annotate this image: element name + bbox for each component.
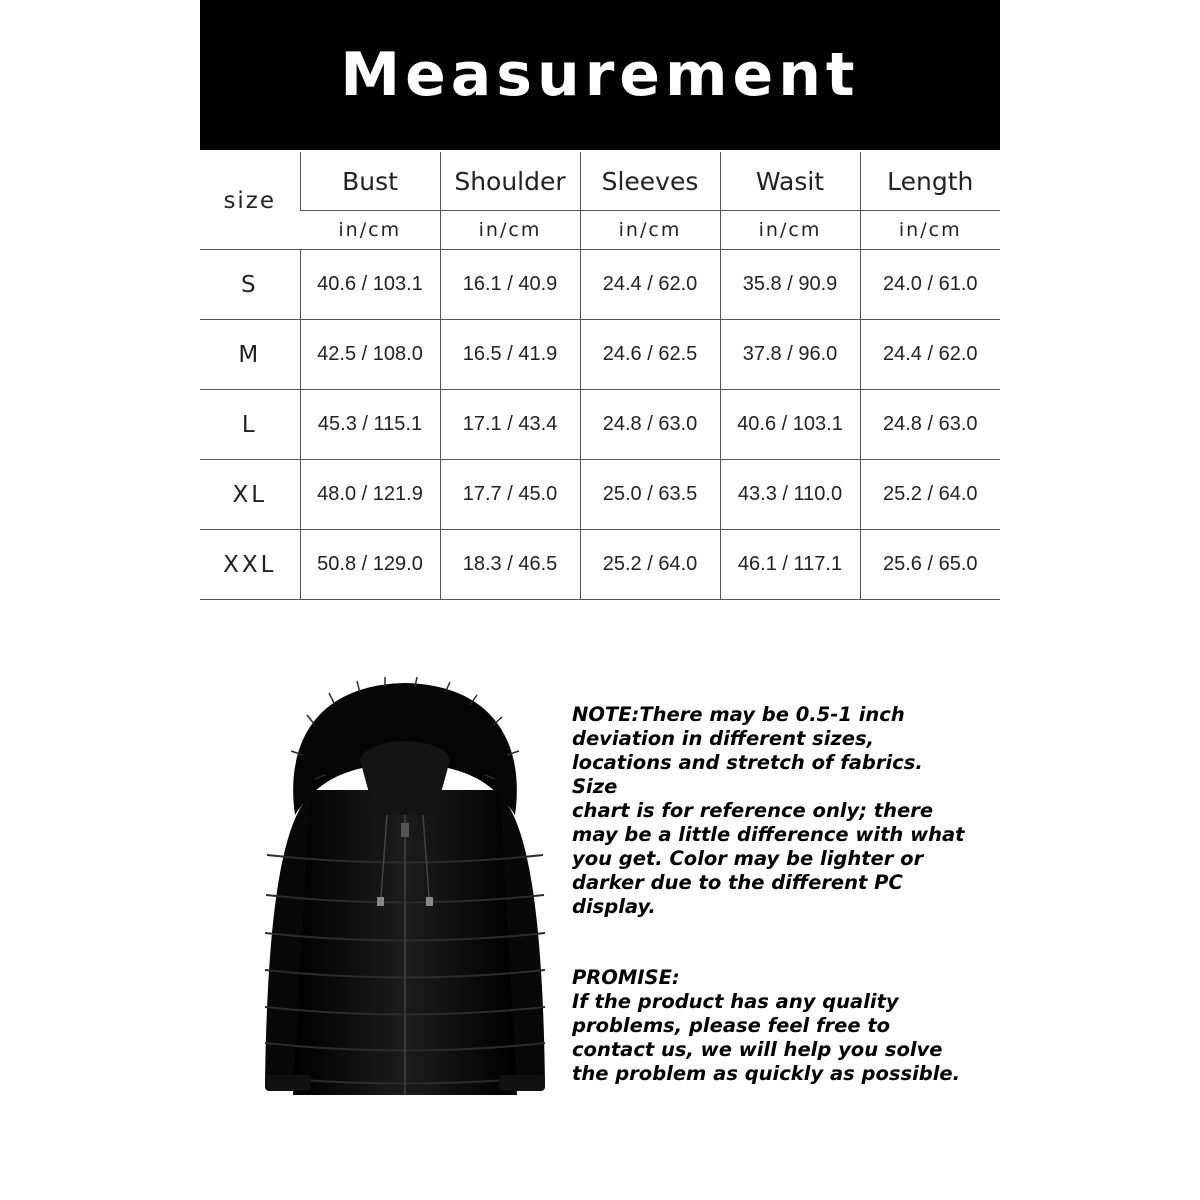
unit-label: in/cm — [440, 211, 580, 250]
table-cell: 16.5 / 41.9 — [440, 320, 580, 390]
table-row — [200, 250, 1000, 320]
note-line: darker due to the different PC — [572, 871, 903, 894]
note-line: you get. Color may be lighter or — [572, 847, 924, 870]
size-column-header: size — [200, 152, 300, 250]
table-cell: 25.2 / 64.0 — [860, 460, 1000, 530]
table-cell: 17.7 / 45.0 — [440, 460, 580, 530]
table-cell: 40.6 / 103.1 — [300, 250, 440, 320]
table-cell: 45.3 / 115.1 — [300, 390, 440, 460]
table-cell: 46.1 / 117.1 — [720, 530, 860, 600]
note-line: chart is for reference only; there — [572, 799, 934, 822]
table-row — [200, 460, 1000, 530]
column-header-bust: Bust — [300, 152, 440, 211]
page-title: Measurement — [340, 40, 860, 110]
table-cell: 50.8 / 129.0 — [300, 530, 440, 600]
promise-line: the problem as quickly as possible. — [572, 1062, 961, 1085]
header-row — [200, 152, 1000, 211]
table-cell: 18.3 / 46.5 — [440, 530, 580, 600]
promise-line: problems, please feel free to — [572, 1014, 891, 1037]
table-row — [200, 390, 1000, 460]
size-label: S — [200, 250, 300, 320]
unit-label: in/cm — [860, 211, 1000, 250]
table-cell: 42.5 / 108.0 — [300, 320, 440, 390]
jacket-product-image — [255, 665, 555, 1105]
size-label: M — [200, 320, 300, 390]
table-cell: 24.0 / 61.0 — [860, 250, 1000, 320]
unit-row — [200, 211, 1000, 250]
table-cell: 40.6 / 103.1 — [720, 390, 860, 460]
table-cell: 37.8 / 96.0 — [720, 320, 860, 390]
table-cell: 16.1 / 40.9 — [440, 250, 580, 320]
title-banner — [200, 0, 1000, 150]
table-cell: 24.8 / 63.0 — [860, 390, 1000, 460]
note-line: deviation in different sizes, — [572, 727, 874, 750]
table-cell: 24.4 / 62.0 — [580, 250, 720, 320]
note-line: may be a little difference with what — [572, 823, 965, 846]
column-header-sleeves: Sleeves — [580, 152, 720, 211]
notes-section — [572, 703, 972, 1085]
table-cell: 24.4 / 62.0 — [860, 320, 1000, 390]
table-cell: 43.3 / 110.0 — [720, 460, 860, 530]
column-header-length: Length — [860, 152, 1000, 211]
promise-text — [572, 966, 972, 1086]
promise-line: If the product has any quality — [572, 990, 899, 1013]
table-row — [200, 320, 1000, 390]
table-cell: 24.8 / 63.0 — [580, 390, 720, 460]
table-cell: 25.2 / 64.0 — [580, 530, 720, 600]
unit-label: in/cm — [720, 211, 860, 250]
table-cell: 24.6 / 62.5 — [580, 320, 720, 390]
table-cell: 48.0 / 121.9 — [300, 460, 440, 530]
promise-line: PROMISE: — [572, 966, 680, 989]
table-row — [200, 530, 1000, 600]
note-line: display. — [572, 895, 656, 918]
note-line: NOTE:There may be 0.5-1 inch — [572, 703, 905, 726]
table-cell: 25.0 / 63.5 — [580, 460, 720, 530]
table-cell: 17.1 / 43.4 — [440, 390, 580, 460]
size-label: L — [200, 390, 300, 460]
unit-label: in/cm — [580, 211, 720, 250]
table-cell: 25.6 / 65.0 — [860, 530, 1000, 600]
note-text — [572, 703, 972, 919]
note-line: locations and stretch of fabrics. Size — [572, 751, 923, 798]
table-cell: 35.8 / 90.9 — [720, 250, 860, 320]
size-label: XXL — [200, 530, 300, 600]
size-label: XL — [200, 460, 300, 530]
size-chart-table — [200, 152, 1000, 600]
column-header-waist: Wasit — [720, 152, 860, 211]
promise-line: contact us, we will help you solve — [572, 1038, 943, 1061]
column-header-shoulder: Shoulder — [440, 152, 580, 211]
unit-label: in/cm — [300, 211, 440, 250]
